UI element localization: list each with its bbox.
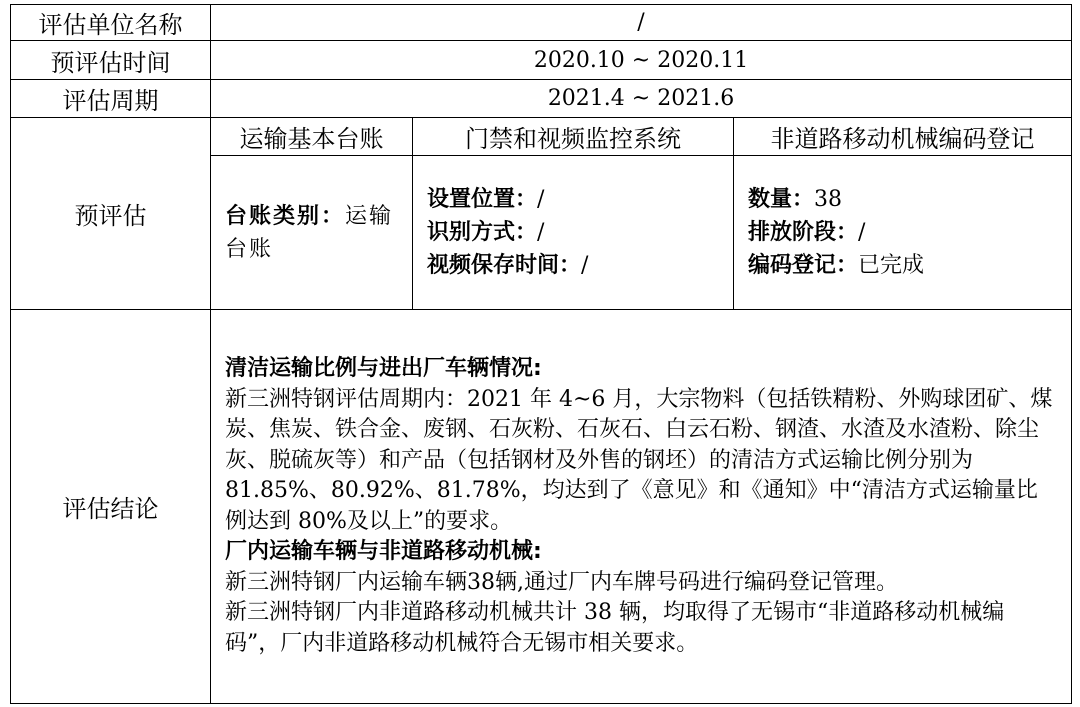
key-code-registration: 编码登记：: [748, 253, 859, 278]
cell-transport-ledger: [211, 156, 413, 310]
header-transport-ledger: 运输基本台账: [211, 118, 413, 156]
label-conclusion: 评估结论: [11, 310, 211, 704]
conclusion-paragraph-vehicles: 新三洲特钢厂内运输车辆38辆,通过厂内车牌号码进行编码登记管理。: [225, 569, 898, 595]
cell-machinery-code: [734, 156, 1072, 310]
row-pre-eval-headers: [11, 118, 1072, 156]
row-period: [11, 80, 1072, 118]
value-code-registration: 已完成: [858, 253, 925, 278]
evaluation-table: [10, 4, 1072, 704]
key-recognition: 识别方式：: [427, 220, 538, 245]
conclusion-heading-machinery: 厂内运输车辆与非道路移动机械:: [225, 539, 542, 564]
value-emission-stage: /: [858, 220, 866, 245]
value-location: /: [537, 187, 545, 212]
value-recognition: /: [537, 220, 545, 245]
value-quantity: 38: [814, 187, 843, 212]
conclusion-heading-clean-transport: 清洁运输比例与进出厂车辆情况:: [225, 356, 542, 381]
row-unit: [11, 5, 1072, 41]
value-pre-time: 2020.10 ~ 2020.11: [211, 41, 1072, 80]
value-unit: /: [211, 5, 1072, 41]
row-pre-time: [11, 41, 1072, 80]
key-emission-stage: 排放阶段：: [748, 220, 859, 245]
key-location: 设置位置：: [427, 187, 538, 212]
conclusion-paragraph-machinery: 新三洲特钢厂内非道路移动机械共计 38 辆，均取得了无锡市“非道路移动机械编码”，厂内非道路移动机械符合无锡市相关要求。: [225, 600, 1005, 656]
header-machinery-code: 非道路移动机械编码登记: [734, 118, 1072, 156]
value-period: 2021.4 ~ 2021.6: [211, 80, 1072, 118]
cell-conclusion: [211, 310, 1072, 704]
row-conclusion: [11, 310, 1072, 704]
label-pre-time: 预评估时间: [11, 41, 211, 80]
label-unit: 评估单位名称: [11, 5, 211, 41]
key-quantity: 数量：: [748, 187, 815, 212]
label-pre-eval: 预评估: [11, 118, 211, 310]
key-video-retention: 视频保存时间：: [427, 253, 582, 278]
label-period: 评估周期: [11, 80, 211, 118]
value-ledger-type: 运输台账: [225, 203, 394, 262]
cell-access-video: [413, 156, 734, 310]
key-ledger-type: 台账类别：: [225, 203, 346, 229]
header-access-video: 门禁和视频监控系统: [413, 118, 734, 156]
conclusion-paragraph-clean-transport: 新三洲特钢评估周期内：2021 年 4~6 月，大宗物料（包括铁精粉、外购球团矿、煤炭、焦炭、铁合金、废钢、石灰粉、石灰石、白云石粉、钢渣、水渣及水渣粉、除尘灰、脱硫灰等）和产品（包括钢材及外售的钢坯）的清洁方式运输比例分别为 81.85%、80.92%、81.78%，均达到了《意见》和《通知》中“清洁方式运输量比例达到 80%及以上”的要求。: [225, 386, 1053, 534]
value-video-retention: /: [581, 253, 589, 278]
